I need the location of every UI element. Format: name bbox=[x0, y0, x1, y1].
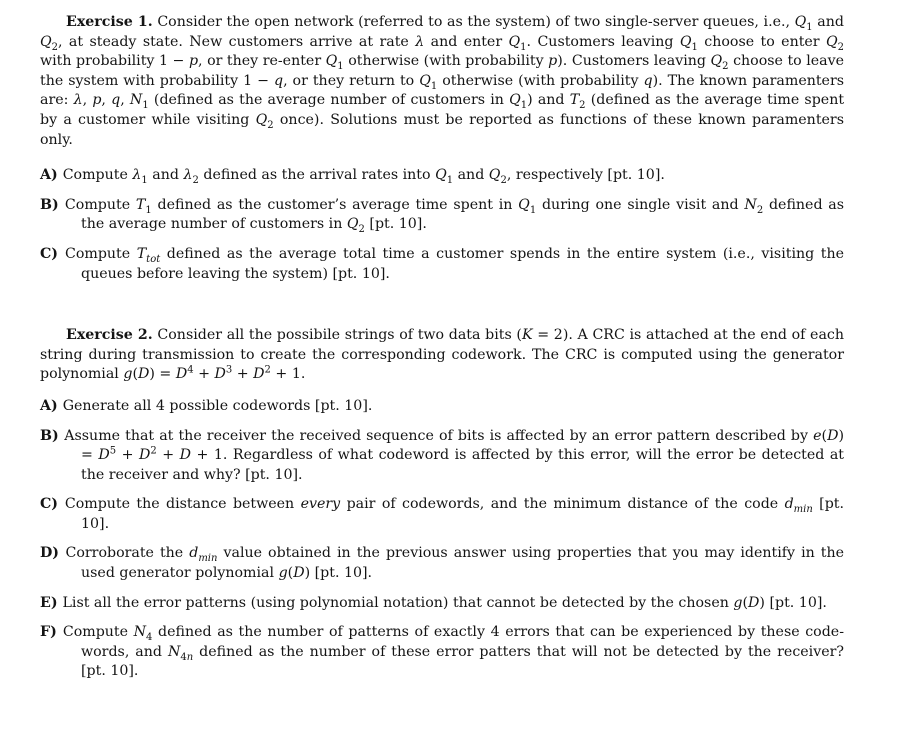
exercise-1-item-b: B) Compute $T_1$ defined as the customer’s average time spent in $Q_1$ during one single visit and $N_2$ defined as the average number of customers in $Q_2$ [pt. 10]. bbox=[40, 196, 845, 236]
exercise-2-item-d: D) Corroborate the $d_{min}$ value obtained in the previous answer using properties that you may identify in the used generator polynomial g(D) [pt. 10]. bbox=[40, 545, 845, 582]
exercise-2-item-e: E) List all the error patterns (using polynomial notation) that cannot be detected by the chosen g(D) [pt. 10]. bbox=[40, 594, 827, 611]
exercise-2-statement: Exercise 2. Consider all the possibile strings of two data bits (K = 2). A CRC is attached at the end of each string during transmission to create the corresponding codework. The CRC is computed using the generator polynomial $g(D) = D^4 + D^3 + D^2 + 1$. bbox=[40, 327, 844, 383]
exercise-2-title: Exercise 2. bbox=[66, 327, 153, 344]
exercise-2-item-f: F) Compute $N_4$ defined as the number of patterns of exactly 4 errors that can be experienced by these code-words, and $N_{4n}$ defined as the number of these error patters that will not be detected by the receiver? [pt. 10]. bbox=[40, 624, 845, 680]
exercise-1-item-a: A) Compute $\lambda_1$ and $\lambda_2$ defined as the arrival rates into $Q_1$ and $Q_2$, respectively [pt. 10]. bbox=[40, 167, 665, 186]
exercise-2-item-b: B) Assume that at the receiver the received sequence of bits is affected by an error pattern described by $e(D) = D^5 + D^2 + D + 1$. Regardless of what codeword is affected by this error, will the error be detected at the receiver and why? [pt. 10]. bbox=[40, 427, 844, 483]
exercise-1-item-c: C) Compute $T_{tot}$ defined as the average total time a customer spends in the entire system (i.e., visiting the queues before leaving the system) [pt. 10]. bbox=[40, 245, 844, 282]
exercise-1-statement: Exercise 1. Consider the open network (referred to as the system) of two single-server queues, i.e., $Q_1$ and $Q_2$, at steady state. New customers arrive at rate λ and enter $Q_1$. Customers leaving $Q_1$ choose to enter $Q_2$ with probability 1 − p, or they re-enter $Q_1$ otherwise (with probability p). Customers leaving $Q_2$ choose to leave the system with probability 1 − q, or they return to $Q_1$ otherwise (with probability q). The known paramenters are: λ, p, q, $N_1$ (defined as the average number of customers in $Q_1$) and $T_2$ (defined as the average time spent by a customer while visiting $Q_2$ once). Solutions must be reported as functions of these known paramenters only. bbox=[40, 14, 845, 148]
exercise-1-title: Exercise 1. bbox=[66, 14, 153, 30]
exercise-2-item-a: A) Generate all 4 possible codewords [pt. 10]. bbox=[40, 397, 373, 414]
exercise-2-item-c: C) Compute the distance between every pair of codewords, and the minimum distance of the code $d_{min}$ [pt. 10]. bbox=[40, 496, 844, 532]
